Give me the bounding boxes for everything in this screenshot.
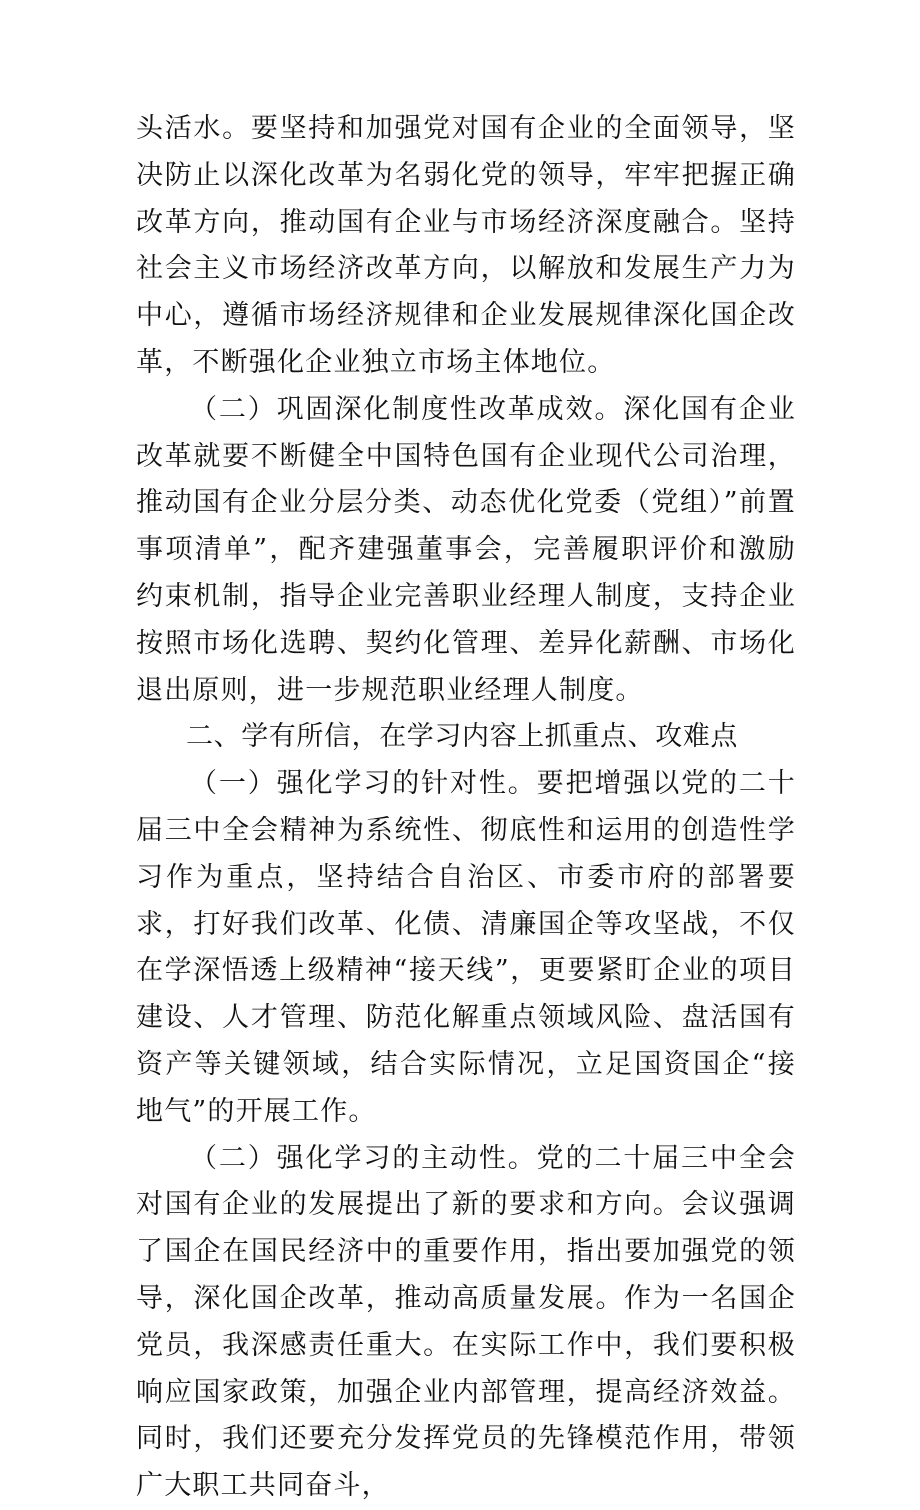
section-heading-2: 二、学有所信，在学习内容上抓重点、攻难点 [186, 721, 738, 753]
paragraph-section-2-2: （二）强化学习的主动性。党的二十届三中全会对国有企业的发展提出了新的要求和方向。会议强调了国企在国民经济中的重要作用，指出要加强党的领导，深化国企改革，推动高质量发展。作为一名国企党员，我深感责任重大。在实际工作中，我们要积极响应国家政策，加强企业内部管理，提高经济效益。同时，我们还要充分发挥党员的先锋模范作用，带领广大职工共同奋斗， [136, 1142, 796, 1502]
paragraph-continuation: 头活水。要坚持和加强党对国有企业的全面领导，坚决防止以深化改革为名弱化党的领导，牢牢把握正确改革方向，推动国有企业与市场经济深度融合。坚持社会主义市场经济改革方向，以解放和发展生产力为中心，遵循市场经济规律和企业发展规律深化国企改革，不断强化企业独立市场主体地位。 [136, 113, 796, 378]
document-body [136, 106, 796, 1510]
paragraph-section-2-1: （一）强化学习的针对性。要把增强以党的二十届三中全会精神为系统性、彻底性和运用的创造性学习作为重点，坚持结合自治区、市委市府的部署要求，打好我们改革、化债、清廉国企等攻坚战，不仅在学深悟透上级精神“接天线”，更要紧盯企业的项目建设、人才管理、防范化解重点领域风险、盘活国有资产等关键领域，结合实际情况，立足国资国企“接地气”的开展工作。 [136, 768, 796, 1127]
paragraph-section-1-2: （二）巩固深化制度性改革成效。深化国有企业改革就要不断健全中国特色国有企业现代公司治理，推动国有企业分层分类、动态优化党委（党组）”前置事项清单”，配齐建强董事会，完善履职评价和激励约束机制，指导企业完善职业经理人制度，支持企业按照市场化选聘、契约化管理、差异化薪酬、市场化退出原则，进一步规范职业经理人制度。 [136, 393, 796, 706]
